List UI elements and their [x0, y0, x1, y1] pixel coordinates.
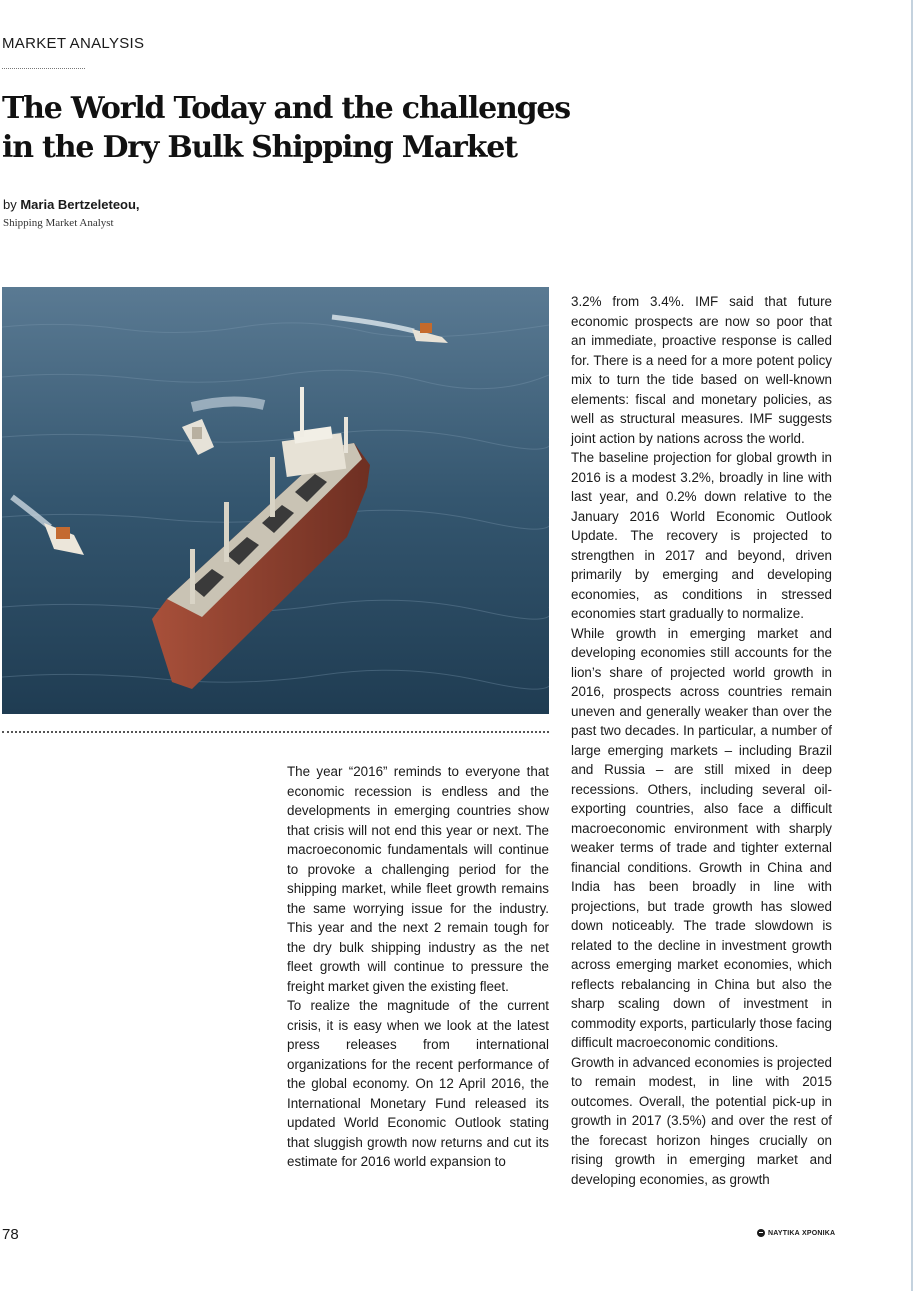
paragraph: While growth in emerging market and developing economies still accounts for the lion’s share of projected world growth in 2016, prospects across countries remain uneven and generally weaker than over the past two decades. In particular, a number of large emerging markets – including Brazil and Russia – are still mixed in deep recessions. Others, including several oil-exporting countries, also face a difficult macroeconomic environment with sharply weaker terms of trade and tighter external financial conditions. Growth in China and India has been broadly in line with projections, but trade growth has slowed down noticeably. The trade slowdown is related to the decline in investment growth across emerging market economies, which reflects rebalancing in China but also the sharp scaling down of investment in commodity exports, particularly those facing difficult macroeconomic conditions.: [571, 625, 832, 1050]
author-name: Maria Bertzeleteou,: [20, 197, 140, 212]
paragraph: To realize the magnitude of the current crisis, it is easy when we look at the latest press releases from international organizations for the recent performance of the global economy. On 12 April 2016, the International Monetary Fund released its updated World Economic Outlook stating that sluggish growth now returns and cut its estimate for 2016 world expansion to: [287, 998, 549, 1169]
author-role: Shipping Market Analyst: [3, 217, 114, 229]
photo-divider: [2, 731, 549, 733]
byline-prefix: by: [3, 197, 21, 212]
section-divider: [2, 68, 85, 69]
section-label: MARKET ANALYSIS: [2, 35, 145, 52]
publication-brand: [757, 1229, 835, 1237]
byline: [3, 197, 140, 212]
page-number: 78: [2, 1226, 19, 1243]
paragraph: The year “2016” reminds to everyone that economic recession is endless and the developments in emerging countries show that crisis will not end this year or next. The macroeconomic fundamentals will continue to provoke a challenging period for the shipping market, while fleet growth remains the same worrying issue for the industry. This year and the next 2 remain tough for the dry bulk shipping industry as the net fleet growth will continue to pressure the freight market given the existing fleet.: [287, 764, 549, 994]
brand-name: ΝΑΥΤΙΚΑ ΧΡΟΝΙΚΑ: [768, 1229, 836, 1237]
article-column-right: [571, 292, 832, 1189]
article-title: [2, 89, 602, 167]
article-column-left: [287, 762, 549, 1172]
article-title-line-1: The World Today and the challenges: [2, 91, 570, 126]
cargo-ship-illustration: [2, 287, 549, 714]
page-edge: [911, 0, 913, 1291]
cargo-ship-photo: [2, 287, 549, 714]
paragraph: 3.2% from 3.4%. IMF said that future economic prospects are now so poor that an immediate, proactive response is called for. There is a need for a more potent policy mix to turn the tide based on well-known elements: fiscal and monetary policies, as well as structural measures. IMF suggests joint action by nations across the world.: [571, 294, 832, 446]
paragraph: The baseline projection for global growth in 2016 is a modest 3.2%, broadly in line with last year, and 0.2% down relative to the January 2016 World Economic Outlook Update. The recovery is projected to strengthen in 2017 and beyond, driven primarily by emerging and developing economies, as conditions in stressed economies start gradually to normalize.: [571, 450, 832, 621]
article-title-line-2: in the Dry Bulk Shipping Market: [2, 130, 517, 165]
brand-logo-icon: [757, 1229, 765, 1237]
paragraph: Growth in advanced economies is projected to remain modest, in line with 2015 outcomes. Overall, the potential pick-up in growth in 2017 (3.5%) and over the rest of the forecast horizon hinges crucially on rising growth in emerging market and developing economies, as growth: [571, 1054, 832, 1187]
